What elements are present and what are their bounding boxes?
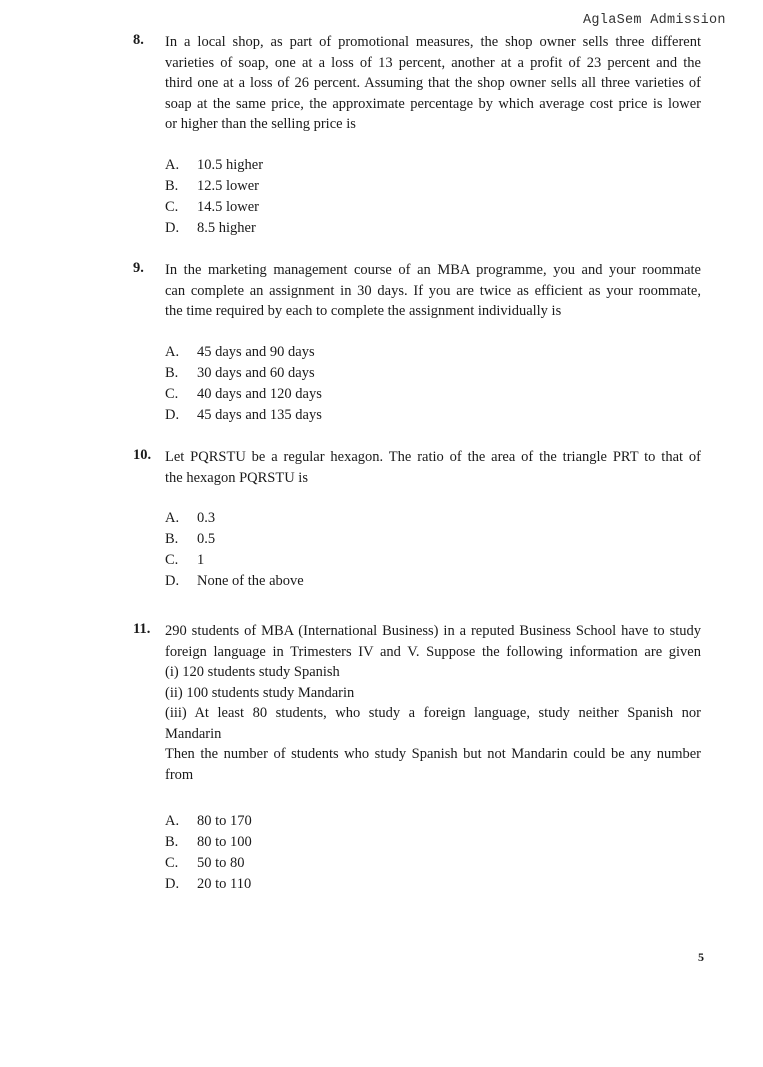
option-text: 10.5 higher [197,157,264,173]
question-line: In a local shop, as part of promotional measures, the shop owner sells three different [165,34,701,50]
option-text: 80 to 100 [197,834,252,850]
option-label: C. [165,552,179,568]
option-a [165,811,252,832]
option-text: 40 days and 120 days [197,386,322,402]
question-text [165,447,701,488]
option-text: 50 to 80 [197,855,245,871]
watermark: AglaSem Admission [583,13,726,28]
option-d [165,218,263,239]
question-line: (ii) 100 students study Mandarin [165,684,355,701]
question-line: from [165,766,194,783]
question-text [165,32,701,135]
option-c [165,853,252,874]
question-line: (i) 120 students study Spanish [165,664,340,680]
question-line: can complete an assignment in 30 days. If you are twice as efficient as your roommate, [165,282,701,299]
option-c [165,550,304,571]
option-label: B. [165,531,179,547]
option-b [165,529,304,550]
question-line: In the marketing management course of an MBA programme, you and your roommate [165,262,701,278]
option-text: 0.3 [197,510,216,526]
option-text: 80 to 170 [197,813,252,829]
option-label: B. [165,178,179,194]
option-label: A. [165,344,180,360]
option-label: C. [165,199,179,215]
option-label: B. [165,834,179,850]
question-line: Mandarin [165,725,222,742]
question-line: the time required by each to complete the assignment individually is [165,303,562,319]
question-line: or higher than the selling price is [165,116,356,132]
option-label: D. [165,573,180,589]
question-line: third one at a loss of 26 percent. Assuming that the shop owner sells all three varieties of [165,75,701,91]
option-a [165,342,322,363]
question-text [165,260,701,322]
option-b [165,363,322,384]
question-11 [133,621,701,785]
option-a [165,155,263,176]
option-text: None of the above [197,573,304,589]
question-text [165,621,701,785]
option-label: D. [165,876,180,892]
option-label: A. [165,510,180,526]
options-11 [165,811,252,895]
question-line: (iii) At least 80 students, who study a foreign language, study neither Spanish nor [165,705,701,721]
question-9 [133,260,701,322]
option-d [165,405,322,426]
option-label: A. [165,813,180,829]
option-text: 1 [197,552,205,568]
question-line: soap at the same price, the approximate percentage by which average cost price is lower [165,95,701,112]
option-label: D. [165,407,180,423]
question-line: Then the number of students who study Spanish but not Mandarin could be any number [165,746,701,762]
option-label: A. [165,157,180,173]
question-line: varieties of soap, one at a loss of 13 percent, another at a profit of 23 percent and the [165,54,701,71]
option-a [165,508,304,529]
option-c [165,197,263,218]
page-number: 5 [698,950,704,964]
options-9 [165,342,322,426]
question-line: foreign language in Trimesters IV and V. Suppose the following information are given [165,643,701,660]
option-text: 45 days and 135 days [197,407,322,423]
option-b [165,176,263,197]
options-8 [165,155,263,239]
option-text: 12.5 lower [197,178,260,194]
question-10 [133,447,701,488]
option-label: C. [165,855,179,871]
question-line: Let PQRSTU be a regular hexagon. The ratio of the area of the triangle PRT to that of [165,449,701,465]
options-10 [165,508,304,592]
option-c [165,384,322,405]
option-text: 20 to 110 [197,876,252,892]
option-label: D. [165,220,180,236]
question-number: 10. [133,447,152,463]
option-text: 14.5 lower [197,199,260,215]
option-label: B. [165,365,179,381]
option-text: 8.5 higher [197,220,256,236]
option-d [165,874,252,895]
question-line: the hexagon PQRSTU is [165,469,308,486]
question-8 [133,32,701,135]
option-text: 0.5 [197,531,216,547]
question-line: 290 students of MBA (International Business) in a reputed Business School have to study [165,623,701,639]
question-number: 8. [133,32,144,48]
option-d [165,571,304,592]
option-b [165,832,252,853]
option-text: 30 days and 60 days [197,365,315,381]
question-number: 9. [133,260,144,276]
option-text: 45 days and 90 days [197,344,315,360]
question-number: 11. [133,621,151,637]
option-label: C. [165,386,179,402]
